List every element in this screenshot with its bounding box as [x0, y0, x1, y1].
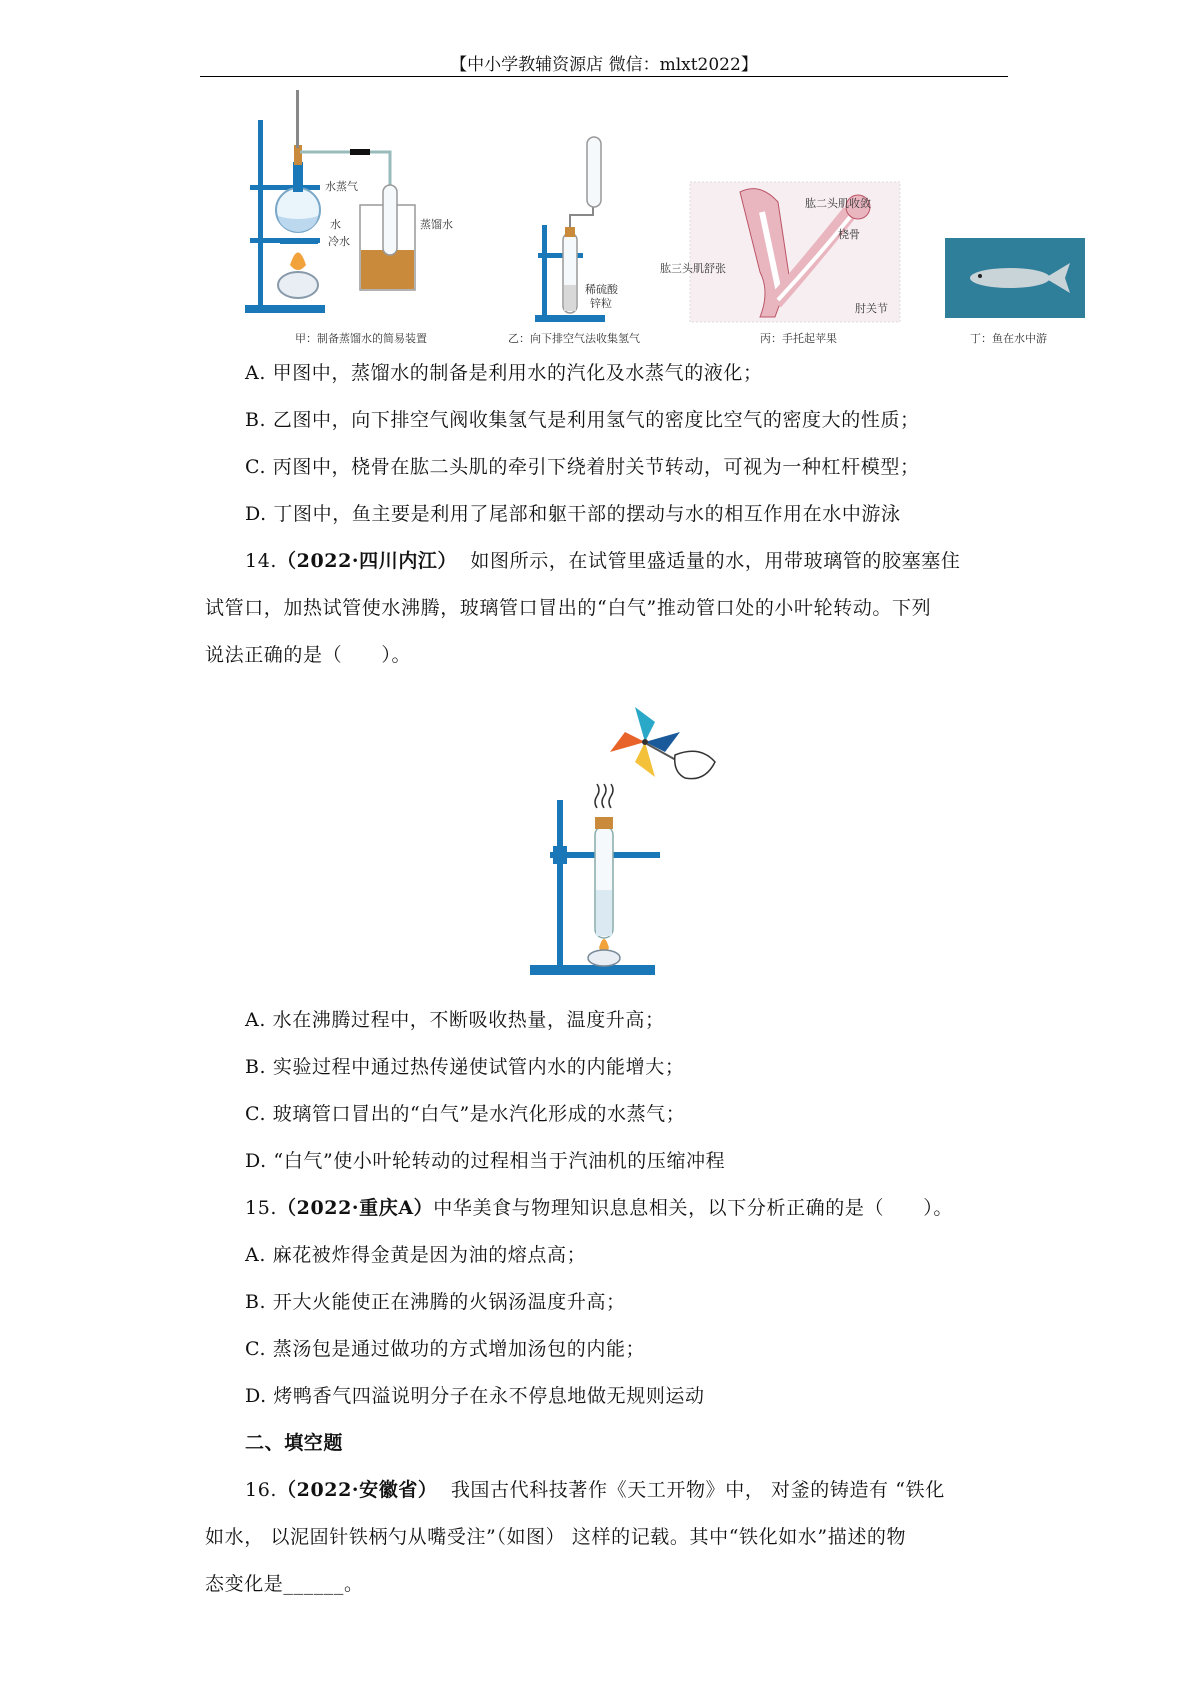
label-steam: 水蒸气 — [325, 180, 358, 193]
page-header: 【中小学教辅资源店 微信：mlxt2022】 — [450, 55, 758, 75]
q16-source: （2022·安徽省） — [277, 1479, 438, 1501]
figure-ding-fish — [945, 238, 1085, 318]
label-water: 水 — [330, 218, 341, 231]
label-dilute-acid: 稀硫酸 — [585, 283, 618, 296]
figure-bing-arm — [660, 182, 900, 322]
label-triceps: 肱三头肌舒张 — [660, 262, 726, 275]
caption-bing: 丙：手托起苹果 — [760, 332, 837, 345]
q13-option-b: B. 乙图中，向下排空气阀收集氢气是利用氢气的密度比空气的密度大的性质； — [245, 409, 920, 431]
section-title: 二、填空题 — [245, 1432, 344, 1454]
label-cold-water: 冷水 — [328, 235, 350, 248]
q15-source: （2022·重庆A） — [277, 1197, 434, 1219]
q16-stem: 我国古代科技著作《天工开物》中， 对釜的铸造有 “铁化 — [450, 1479, 945, 1501]
q14-option-a: A. 水在沸腾过程中，不断吸收热量，温度升高； — [245, 1009, 665, 1031]
q13-option-a: A. 甲图中，蒸馏水的制备是利用水的汽化及水蒸气的液化； — [245, 362, 763, 384]
q15-option-b: B. 开大火能使正在沸腾的火锅汤温度升高； — [245, 1291, 626, 1313]
q14-stem: 如图所示，在试管里盛适量的水，用带玻璃管的胶塞塞住 — [470, 550, 961, 572]
label-biceps: 肱二头肌收敛 — [805, 197, 871, 210]
q14-number: 14. — [245, 550, 278, 572]
q15-option-c: C. 蒸汤包是通过做功的方式增加汤包的内能； — [245, 1338, 646, 1360]
figure-q14-pinwheel — [525, 700, 725, 980]
q15-stem — [245, 1193, 953, 1220]
q14-source: （2022·四川内江） — [277, 550, 458, 572]
q14-option-d: D. “白气”使小叶轮转动的过程相当于汽油机的压缩冲程 — [245, 1150, 726, 1172]
caption-jia: 甲：制备蒸馏水的简易装置 — [295, 332, 427, 345]
q14-stem-line1 — [245, 546, 960, 573]
q15-option-d: D. 烤鸭香气四溢说明分子在永不停息地做无规则运动 — [245, 1385, 705, 1407]
q16-stem-line1 — [245, 1475, 945, 1502]
label-elbow: 肘关节 — [855, 302, 888, 315]
figure-jia-distillation — [240, 90, 470, 330]
q13-option-d: D. 丁图中，鱼主要是利用了尾部和躯干部的摆动与水的相互作用在水中游泳 — [245, 503, 901, 525]
figure-yi-hydrogen — [530, 135, 650, 325]
q15-number: 15. — [245, 1197, 278, 1219]
caption-yi: 乙：向下排空气法收集氢气 — [508, 332, 640, 345]
q16-stem-line3: 态变化是______。 — [205, 1573, 364, 1595]
caption-ding: 丁：鱼在水中游 — [970, 332, 1047, 345]
q15-option-a: A. 麻花被炸得金黄是因为油的熔点高； — [245, 1244, 587, 1266]
q16-stem-line2: 如水， 以泥固针铁柄勺从嘴受注”（如图） 这样的记载。其中“铁化如水”描述的物 — [205, 1526, 907, 1548]
label-distilled-water: 蒸馏水 — [420, 218, 453, 231]
q15-stem-text: 中华美食与物理知识息息相关，以下分析正确的是（ ）。 — [433, 1197, 953, 1219]
header-rule — [200, 76, 1008, 77]
label-zinc: 锌粒 — [590, 297, 612, 310]
q14-stem-line3: 说法正确的是（ ）。 — [205, 644, 412, 666]
q14-stem-line2: 试管口，加热试管使水沸腾，玻璃管口冒出的“白气”推动管口处的小叶轮转动。下列 — [205, 597, 932, 619]
q14-option-c: C. 玻璃管口冒出的“白气”是水汽化形成的水蒸气； — [245, 1103, 686, 1125]
q16-number: 16. — [245, 1479, 278, 1501]
q13-option-c: C. 丙图中，桡骨在肱二头肌的牵引下绕着肘关节转动，可视为一种杠杆模型； — [245, 456, 920, 478]
label-radius: 桡骨 — [838, 228, 860, 241]
q14-option-b: B. 实验过程中通过热传递使试管内水的内能增大； — [245, 1056, 685, 1078]
